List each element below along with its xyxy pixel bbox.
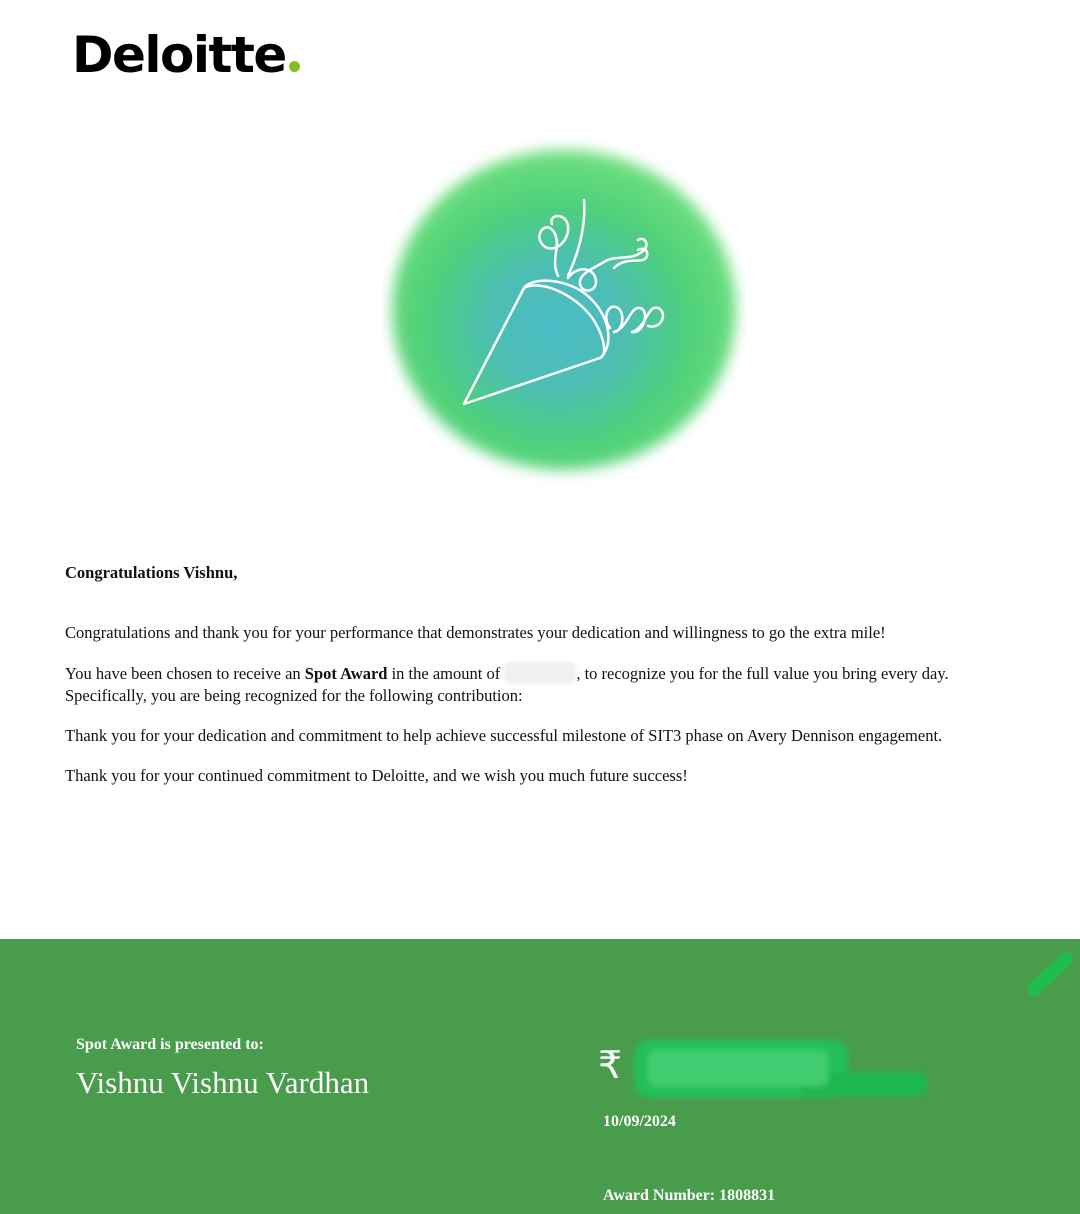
award-number: 1808831 [719,1187,776,1204]
paragraph-closing: Thank you for your continued commitment to Deloitte, and we wish you much future success! [65,766,688,785]
logo-dot [289,61,300,72]
hero-blob [392,150,736,470]
paragraph-thanks: Congratulations and thank you for your performance that demonstrates your dedication and willingness to go the extra mile! [65,623,886,642]
logo-text: Deloitte [72,26,286,84]
party-popper-icon [382,128,746,492]
award-date: 10/09/2024 [603,1113,676,1130]
marker-scribble [1022,947,1078,999]
award-type: Spot Award [304,664,388,683]
paragraph-contribution: Thank you for your dedication and commitment to help achieve successful milestone of SIT3 phase on Avery Dennison engagement. [65,726,943,745]
award-number-label: Award Number: [603,1187,720,1204]
greeting: Congratulations Vishnu, [65,563,238,582]
redacted-amount [504,662,576,684]
award-number-line [603,1187,775,1205]
redacted-award-amount [628,1034,928,1100]
recipient-name: Vishnu Vishnu Vardhan [76,1065,370,1100]
letter-body [65,562,1015,805]
paragraph-award-amount-prefix: in the amount of [387,664,505,683]
award-band [0,939,1080,1214]
paragraph-award [65,662,1015,707]
hero-illustration [382,128,746,492]
currency-symbol: ₹ [598,1043,623,1087]
paragraph-award-end: , to recognize you for the full value you bring every day. Specifically, you are being recognized for the following contribution: [65,664,949,705]
deloitte-logo [72,26,300,84]
paragraph-award-start: You have been chosen to receive an [65,664,305,683]
presented-label: Spot Award is presented to: [76,1036,264,1053]
